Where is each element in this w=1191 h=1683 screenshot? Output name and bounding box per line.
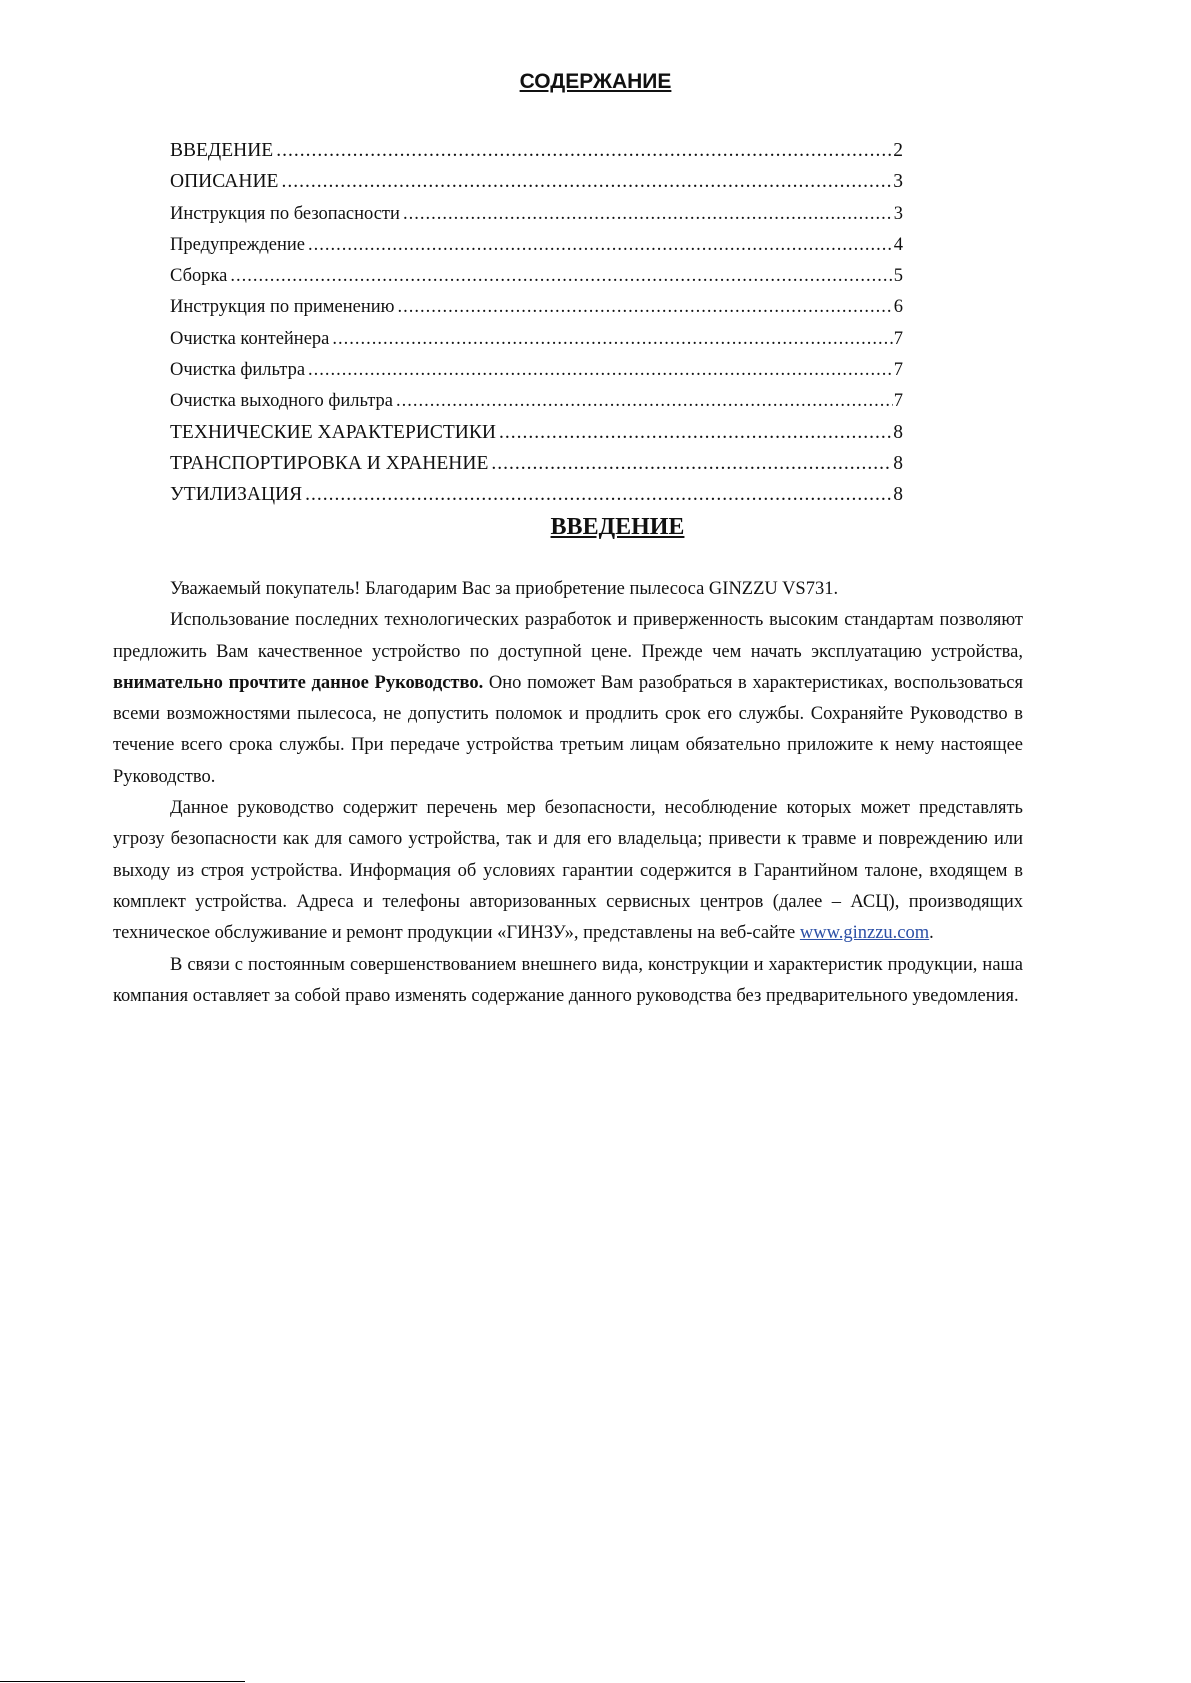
toc-dot-leader (396, 388, 893, 414)
intro-paragraph-usage (113, 605, 1023, 793)
toc-item-safety-instructions[interactable] (170, 201, 903, 232)
toc-page-number: 8 (893, 421, 903, 443)
toc-dot-leader (397, 294, 892, 320)
toc-item-assembly[interactable] (170, 263, 903, 294)
toc-dot-leader (491, 451, 892, 477)
table-of-contents (170, 138, 903, 514)
toc-page-number: 3 (893, 203, 903, 224)
bold-emphasis: внимательно прочтите данное Руководство. (113, 672, 484, 693)
toc-dot-leader (230, 263, 892, 289)
toc-item-label: Инструкция по применению (170, 297, 395, 318)
toc-item-disposal[interactable] (170, 482, 903, 513)
toc-dot-leader (308, 232, 893, 258)
toc-page-number: 4 (893, 234, 903, 255)
toc-item-label: ВВЕДЕНИЕ (170, 140, 274, 161)
toc-page-number: 7 (893, 391, 903, 412)
paragraph-text: Данное руководство содержит перечень мер безопасности, несоблюдение которых может представлять угрозу безопасности как для самого устройства, так и для его владельца; привести к травме и повреждению или выходу из строя устройства. Информация об условиях гарантии содержится в Гарантийном талоне, входящем в комплект устройства. Адреса и телефоны авторизованных сервисных центров (далее – АСЦ), производящих техническое обслуживание и ремонт продукции «ГИНЗУ», представлены на веб-сайте (113, 798, 1023, 944)
toc-page-number: 2 (893, 140, 903, 161)
toc-item-vvedenie[interactable] (170, 138, 903, 169)
intro-paragraph-greeting: Уважаемый покупатель! Благодарим Вас за приобретение пылесоса GINZZU VS731. (170, 579, 839, 599)
toc-dot-leader (403, 201, 893, 227)
toc-dot-leader (276, 138, 892, 164)
toc-item-filter-cleaning[interactable] (170, 357, 903, 388)
toc-dot-leader (305, 482, 892, 508)
toc-dot-leader (332, 326, 892, 352)
website-link[interactable]: www.ginzzu.com (799, 923, 930, 944)
toc-item-container-cleaning[interactable] (170, 326, 903, 357)
toc-item-warning[interactable] (170, 232, 903, 263)
toc-item-label: УТИЛИЗАЦИЯ (170, 484, 303, 506)
toc-page-number: 5 (893, 266, 903, 287)
toc-item-transport-storage[interactable] (170, 451, 903, 482)
toc-page-number: 6 (893, 297, 903, 318)
toc-item-label: ОПИСАНИЕ (170, 171, 279, 193)
toc-item-label: Инструкция по безопасности (170, 203, 400, 224)
toc-item-label: Сборка (170, 266, 228, 287)
toc-title: СОДЕРЖАНИЕ (519, 70, 672, 93)
toc-page-number: 3 (893, 171, 903, 193)
paragraph-text: Использование последних технологических разработок и приверженность высоким стандартам позволяют предложить Вам качественное устройство по доступной цене. Прежде чем начать эксплуатацию устройства, (113, 610, 1023, 662)
toc-dot-leader (281, 169, 892, 195)
toc-item-label: ТЕХНИЧЕСКИЕ ХАРАКТЕРИСТИКИ (170, 421, 496, 443)
toc-page-number: 7 (893, 360, 903, 381)
toc-item-label: Предупреждение (170, 234, 306, 255)
footnote-divider (0, 1681, 245, 1682)
toc-item-specifications[interactable] (170, 420, 903, 451)
toc-page-number: 7 (893, 328, 903, 349)
toc-item-usage-instructions[interactable] (170, 294, 903, 325)
toc-item-label: ТРАНСПОРТИРОВКА И ХРАНЕНИЕ (170, 452, 489, 474)
toc-item-opisanie[interactable] (170, 169, 903, 200)
introduction-body (113, 574, 1023, 1012)
toc-item-label: Очистка выходного фильтра (170, 391, 394, 412)
paragraph-text: . (929, 923, 934, 944)
intro-paragraph-disclaimer: В связи с постоянным совершенствованием внешнего вида, конструкции и характеристик продукции, наша компания оставляет за собой право изменять содержание данного руководства без предварительного уведомления. (113, 954, 1023, 1006)
intro-paragraph-safety (113, 793, 1023, 949)
paragraph-text: Оно поможет Вам разобраться в характеристиках, воспользоваться всеми возможностями пылесоса, не допустить поломок и продлить срок его службы. Сохраняйте Руководство в течение всего срока службы. При передаче устройства третьим лицам обязательно приложите к нему настоящее Руководство. (113, 672, 1023, 787)
toc-dot-leader (308, 357, 893, 383)
toc-item-label: Очистка фильтра (170, 360, 306, 381)
toc-page-number: 8 (893, 484, 903, 506)
toc-dot-leader (499, 420, 892, 446)
section-title-introduction: ВВЕДЕНИЕ (550, 514, 685, 540)
toc-item-outlet-filter-cleaning[interactable] (170, 388, 903, 419)
toc-page-number: 8 (893, 452, 903, 474)
toc-item-label: Очистка контейнера (170, 328, 330, 349)
